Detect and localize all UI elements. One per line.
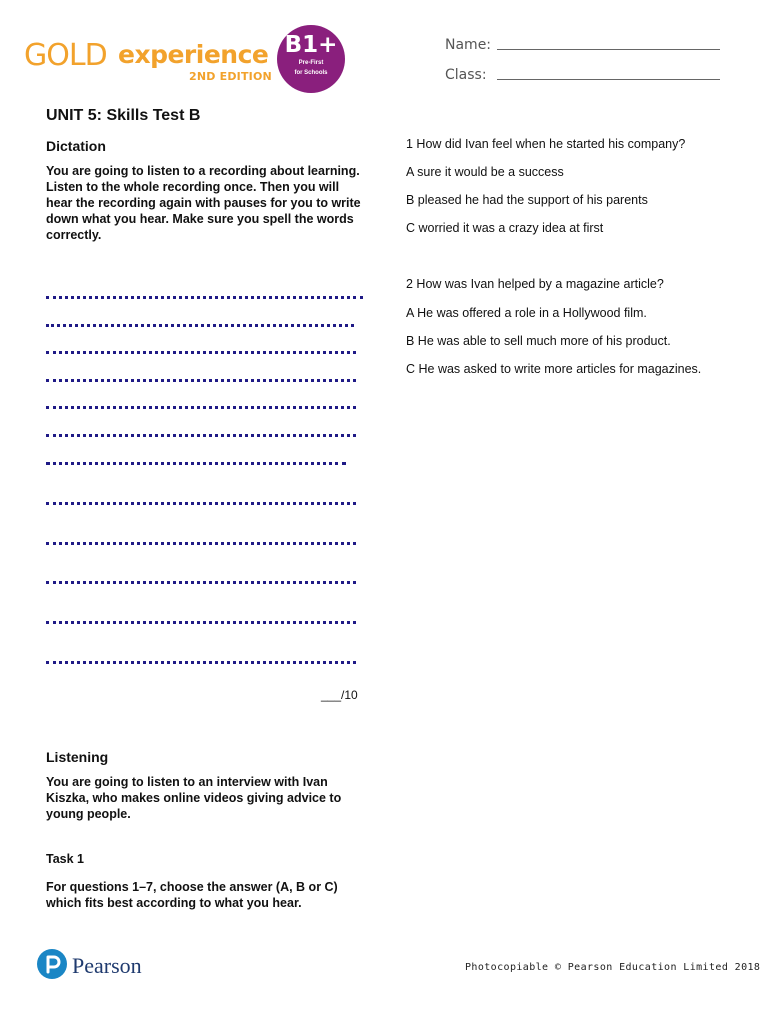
listening-heading: Listening — [46, 749, 109, 765]
name-line[interactable] — [497, 49, 720, 50]
dictation-line-2[interactable] — [46, 324, 354, 327]
dictation-line-10[interactable] — [46, 581, 356, 584]
dictation-line-1[interactable] — [46, 296, 363, 299]
dictation-line-4[interactable] — [46, 379, 356, 382]
dictation-line-12[interactable] — [46, 661, 356, 664]
question-2-option-b[interactable]: B He was able to sell much more of his product. — [406, 334, 671, 348]
pearson-p-icon — [36, 948, 68, 980]
question-1-option-c[interactable]: C worried it was a crazy idea at first — [406, 221, 604, 235]
dictation-line-5[interactable] — [46, 406, 356, 409]
logo-experience-text: experience — [118, 40, 269, 69]
level-badge-level: B1+ — [284, 32, 338, 58]
task-label: Task 1 — [46, 852, 84, 866]
dictation-line-3[interactable] — [46, 351, 356, 354]
name-label: Name: — [445, 37, 492, 53]
dictation-score: ___/10 — [321, 688, 358, 702]
logo-edition-text: 2ND EDITION — [189, 70, 272, 83]
pearson-wordmark: Pearson — [72, 953, 142, 978]
task-instruction: For questions 1–7, choose the answer (A, B or C) which fits best according to what you hear. — [46, 880, 338, 910]
unit-title: UNIT 5: Skills Test B — [46, 107, 201, 124]
level-badge-sub-1: Pre-First — [298, 60, 324, 66]
question-2-option-a[interactable]: A He was offered a role in a Hollywood film. — [406, 306, 647, 320]
listening-instruction: You are going to listen to an interview with Ivan Kiszka, who makes online videos giving advice to young people. — [46, 775, 342, 821]
question-2-option-c[interactable]: C He was asked to write more articles for magazines. — [406, 362, 702, 376]
level-badge-sub-2: for Schools — [294, 70, 328, 76]
question-1-stem: 1 How did Ivan feel when he started his company? — [406, 137, 686, 151]
question-2-stem: 2 How was Ivan helped by a magazine article? — [406, 277, 664, 291]
question-1-option-a[interactable]: A sure it would be a success — [406, 165, 564, 179]
logo-gold-text: GOLD — [24, 38, 107, 73]
dictation-instruction: You are going to listen to a recording about learning. Listen to the whole recording once. Then you will hear the recording again with pauses for you to write down what you hear. Make sure you spell the words correctly. — [46, 164, 361, 242]
question-1-option-b[interactable]: B pleased he had the support of his parents — [406, 193, 648, 207]
dictation-line-9[interactable] — [46, 542, 356, 545]
dictation-line-6[interactable] — [46, 434, 356, 437]
dictation-line-8[interactable] — [46, 502, 356, 505]
class-label: Class: — [445, 67, 487, 83]
dictation-line-11[interactable] — [46, 621, 356, 624]
footer-copyright: Photocopiable © Pearson Education Limited 2018 — [465, 962, 761, 973]
class-line[interactable] — [497, 79, 720, 80]
dictation-line-7[interactable] — [46, 462, 346, 465]
level-badge — [277, 25, 345, 93]
dictation-heading: Dictation — [46, 138, 106, 154]
